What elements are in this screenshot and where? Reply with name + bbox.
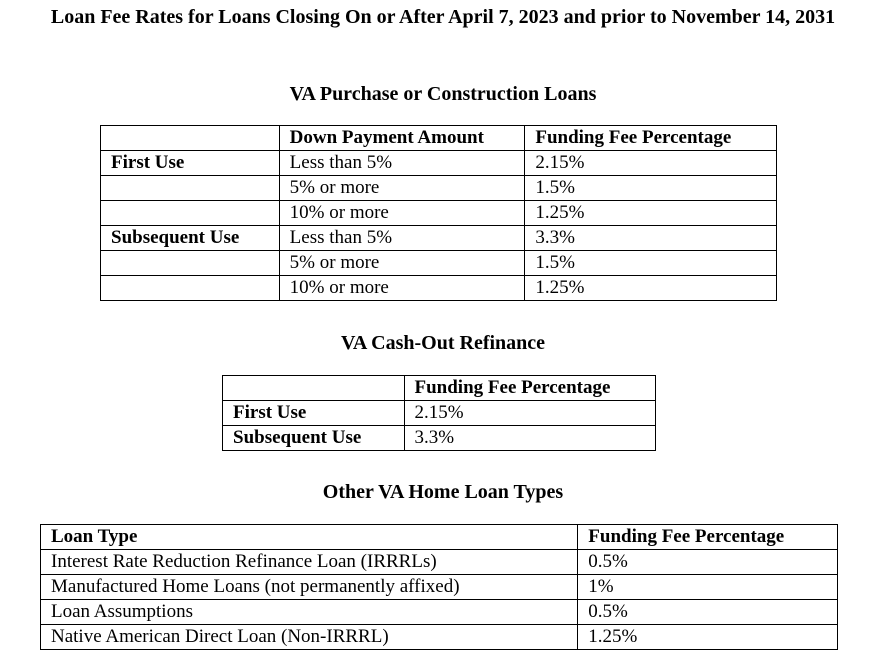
use-type-cell: [101, 176, 280, 201]
use-type-cell: Subsequent Use: [101, 226, 280, 251]
table-row: [101, 176, 777, 201]
funding-fee-cell: 3.3%: [404, 426, 656, 451]
use-type-cell: [101, 251, 280, 276]
column-header: [101, 126, 280, 151]
table-row: [101, 201, 777, 226]
page-title: Loan Fee Rates for Loans Closing On or After April 7, 2023 and prior to November 14, 2031: [50, 6, 836, 28]
funding-fee-cell: 1%: [578, 575, 838, 600]
down-payment-cell: 10% or more: [279, 201, 525, 226]
table-row: [41, 550, 838, 575]
funding-fee-cell: 1.5%: [525, 251, 777, 276]
use-type-cell: [101, 201, 280, 226]
table-header-row: [101, 126, 777, 151]
funding-fee-cell: 0.5%: [578, 550, 838, 575]
down-payment-cell: 10% or more: [279, 276, 525, 301]
loan-type-cell: Native American Direct Loan (Non-IRRRL): [41, 625, 578, 650]
column-header-funding-fee: Funding Fee Percentage: [578, 525, 838, 550]
use-type-cell: Subsequent Use: [223, 426, 405, 451]
column-header: [223, 376, 405, 401]
funding-fee-cell: 2.15%: [404, 401, 656, 426]
funding-fee-cell: 2.15%: [525, 151, 777, 176]
column-header-funding-fee: Funding Fee Percentage: [525, 126, 777, 151]
table-row: [101, 226, 777, 251]
purchase-loans-table: [100, 125, 777, 301]
table-row: [101, 276, 777, 301]
table-row: [101, 151, 777, 176]
funding-fee-cell: 0.5%: [578, 600, 838, 625]
loan-type-cell: Manufactured Home Loans (not permanently affixed): [41, 575, 578, 600]
purchase-section-heading: VA Purchase or Construction Loans: [289, 83, 597, 105]
table-header-row: [41, 525, 838, 550]
column-header-down-payment: Down Payment Amount: [279, 126, 525, 151]
other-section-heading: Other VA Home Loan Types: [322, 481, 564, 503]
table-row: [41, 600, 838, 625]
table-row: [223, 426, 656, 451]
table-row: [223, 401, 656, 426]
funding-fee-cell: 1.25%: [578, 625, 838, 650]
down-payment-cell: 5% or more: [279, 176, 525, 201]
funding-fee-cell: 3.3%: [525, 226, 777, 251]
down-payment-cell: 5% or more: [279, 251, 525, 276]
cashout-refinance-table: [222, 375, 656, 451]
use-type-cell: First Use: [101, 151, 280, 176]
cashout-section-heading: VA Cash-Out Refinance: [340, 332, 546, 354]
funding-fee-cell: 1.25%: [525, 201, 777, 226]
down-payment-cell: Less than 5%: [279, 151, 525, 176]
down-payment-cell: Less than 5%: [279, 226, 525, 251]
table-row: [41, 575, 838, 600]
funding-fee-cell: 1.5%: [525, 176, 777, 201]
column-header-funding-fee: Funding Fee Percentage: [404, 376, 656, 401]
loan-type-cell: Interest Rate Reduction Refinance Loan (IRRRLs): [41, 550, 578, 575]
table-row: [41, 625, 838, 650]
table-row: [101, 251, 777, 276]
loan-type-cell: Loan Assumptions: [41, 600, 578, 625]
table-header-row: [223, 376, 656, 401]
use-type-cell: First Use: [223, 401, 405, 426]
use-type-cell: [101, 276, 280, 301]
column-header-loan-type: Loan Type: [41, 525, 578, 550]
funding-fee-cell: 1.25%: [525, 276, 777, 301]
other-loan-types-table: [40, 524, 838, 650]
